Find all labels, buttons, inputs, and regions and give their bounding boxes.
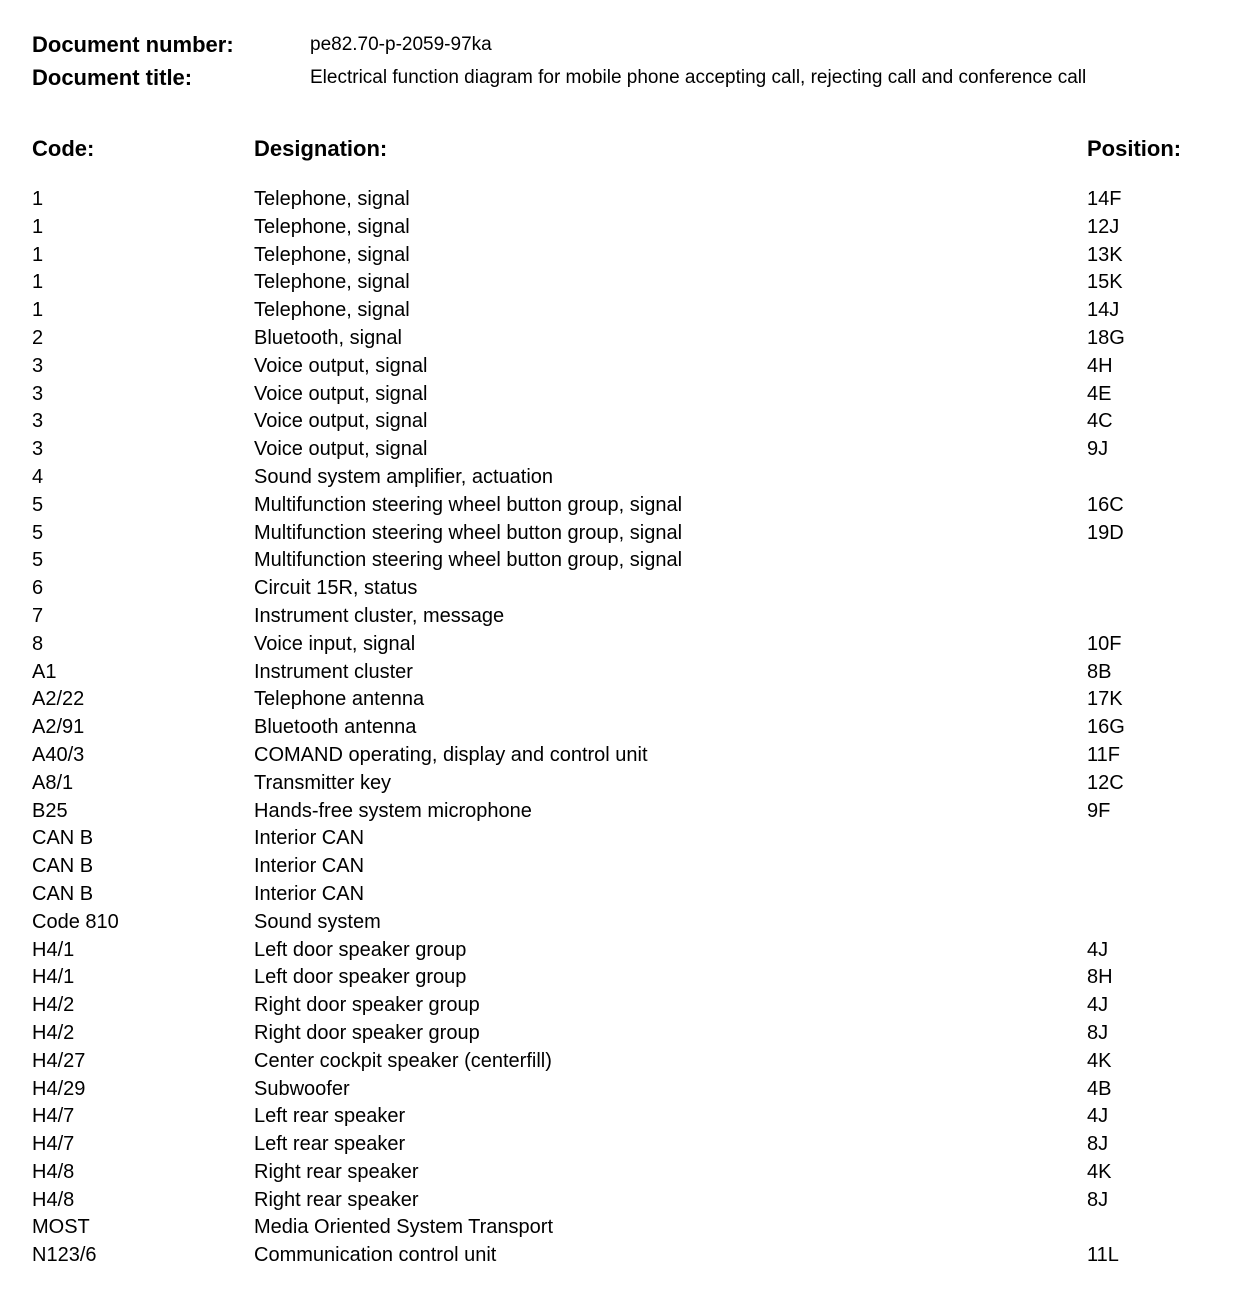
table-row xyxy=(0,575,1246,603)
row-code: 2 xyxy=(32,326,44,349)
table-row xyxy=(0,964,1246,992)
table-row xyxy=(0,242,1246,270)
row-code: 6 xyxy=(32,577,44,600)
table-row xyxy=(0,742,1246,770)
row-designation: COMAND operating, display and control unit xyxy=(254,743,648,766)
row-position: 13K xyxy=(1087,243,1123,266)
row-code: H4/8 xyxy=(32,1160,75,1183)
row-designation: Interior CAN xyxy=(254,882,365,905)
row-designation: Telephone, signal xyxy=(254,243,410,266)
row-designation: Bluetooth antenna xyxy=(254,716,417,739)
table-row xyxy=(0,408,1246,436)
table-row xyxy=(0,381,1246,409)
row-position: 15K xyxy=(1087,271,1123,294)
table-row xyxy=(0,325,1246,353)
row-designation: Right door speaker group xyxy=(254,1021,480,1044)
row-designation: Instrument cluster, message xyxy=(254,604,505,627)
row-code: H4/2 xyxy=(32,1021,75,1044)
table-row xyxy=(0,909,1246,937)
row-designation: Telephone, signal xyxy=(254,215,410,238)
row-position: 4K xyxy=(1087,1160,1112,1183)
row-code: 1 xyxy=(32,188,44,210)
row-designation: Voice output, signal xyxy=(254,410,428,433)
row-designation: Subwoofer xyxy=(254,1077,350,1100)
table-row xyxy=(0,798,1246,826)
row-code: H4/27 xyxy=(32,1049,86,1072)
row-code: H4/7 xyxy=(32,1133,75,1156)
row-position: 17K xyxy=(1087,688,1123,711)
table-row xyxy=(0,520,1246,548)
document-number-value: pe82.70-p-2059-97ka xyxy=(310,34,492,55)
table-row xyxy=(0,186,1246,214)
table-row xyxy=(0,353,1246,381)
row-code: 1 xyxy=(32,243,44,266)
row-position: 4K xyxy=(1087,1049,1112,1072)
row-designation: Instrument cluster xyxy=(254,660,413,683)
row-code: A8/1 xyxy=(32,771,74,794)
row-position: 12J xyxy=(1087,215,1120,238)
table-row xyxy=(0,992,1246,1020)
table-row xyxy=(0,1187,1246,1215)
row-position: 18G xyxy=(1087,326,1125,349)
row-position: 16C xyxy=(1087,493,1124,516)
row-designation: Left door speaker group xyxy=(254,938,467,961)
row-code: H4/1 xyxy=(32,966,75,989)
table-row xyxy=(0,1214,1246,1242)
row-code: 8 xyxy=(32,632,44,655)
row-position: 11L xyxy=(1087,1244,1119,1267)
table-row xyxy=(0,603,1246,631)
table-row xyxy=(0,464,1246,492)
row-designation: Right rear speaker xyxy=(254,1188,419,1211)
row-code: H4/7 xyxy=(32,1105,75,1128)
row-code: CAN B xyxy=(32,827,94,850)
table-row xyxy=(0,881,1246,909)
row-position: 4H xyxy=(1087,354,1113,377)
row-code: 1 xyxy=(32,299,44,322)
row-designation: Transmitter key xyxy=(254,771,392,794)
row-code: MOST xyxy=(32,1216,90,1239)
table-row xyxy=(0,825,1246,853)
column-header-position: Position: xyxy=(1087,136,1182,161)
row-position: 8J xyxy=(1087,1021,1109,1044)
row-designation: Telephone, signal xyxy=(254,271,410,294)
column-header-code: Code: xyxy=(32,136,95,161)
row-position: 8H xyxy=(1087,966,1113,989)
table-row xyxy=(0,269,1246,297)
row-designation: Voice output, signal xyxy=(254,354,428,377)
table-row xyxy=(0,853,1246,881)
row-position: 14J xyxy=(1087,299,1120,322)
row-designation: Voice input, signal xyxy=(254,632,416,655)
table-row xyxy=(0,214,1246,242)
row-code: A2/91 xyxy=(32,716,85,739)
table-row xyxy=(0,770,1246,798)
row-designation: Right rear speaker xyxy=(254,1160,419,1183)
table-row xyxy=(0,1131,1246,1159)
code-table-body xyxy=(0,186,1246,1270)
row-position: 4E xyxy=(1087,382,1112,405)
row-designation: Media Oriented System Transport xyxy=(254,1216,554,1239)
row-designation: Right door speaker group xyxy=(254,994,480,1017)
row-position: 8J xyxy=(1087,1188,1109,1211)
row-code: 5 xyxy=(32,521,44,544)
row-designation: Communication control unit xyxy=(254,1244,497,1267)
row-position: 8J xyxy=(1087,1133,1109,1156)
row-position: 4C xyxy=(1087,410,1113,433)
row-code: 3 xyxy=(32,438,44,461)
table-row xyxy=(0,1020,1246,1048)
row-code: H4/2 xyxy=(32,994,75,1017)
row-code: B25 xyxy=(32,799,68,822)
row-position: 4J xyxy=(1087,994,1109,1017)
row-designation: Voice output, signal xyxy=(254,438,428,461)
row-designation: Telephone antenna xyxy=(254,688,425,711)
table-row xyxy=(0,1048,1246,1076)
row-code: N123/6 xyxy=(32,1244,97,1267)
table-row xyxy=(0,1076,1246,1104)
row-code: A1 xyxy=(32,660,57,683)
row-designation: Multifunction steering wheel button group, signal xyxy=(254,521,683,544)
row-code: 3 xyxy=(32,382,44,405)
row-code: A40/3 xyxy=(32,743,85,766)
row-code: 1 xyxy=(32,215,44,238)
row-designation: Multifunction steering wheel button group, signal xyxy=(254,493,683,516)
row-code: CAN B xyxy=(32,882,94,905)
row-code: 5 xyxy=(32,493,44,516)
row-designation: Circuit 15R, status xyxy=(254,577,418,600)
table-row xyxy=(0,714,1246,742)
row-code: CAN B xyxy=(32,855,94,878)
document-number-label: Document number: xyxy=(32,32,234,57)
row-code: H4/29 xyxy=(32,1077,86,1100)
row-code: H4/8 xyxy=(32,1188,75,1211)
row-position: 4J xyxy=(1087,1105,1109,1128)
column-header-designation: Designation: xyxy=(254,136,388,161)
row-code: Code 810 xyxy=(32,910,119,933)
row-code: 4 xyxy=(32,465,44,488)
row-designation: Interior CAN xyxy=(254,855,365,878)
table-row xyxy=(0,436,1246,464)
row-position: 10F xyxy=(1087,632,1122,655)
row-designation: Telephone, signal xyxy=(254,299,410,322)
table-row xyxy=(0,492,1246,520)
row-designation: Voice output, signal xyxy=(254,382,428,405)
row-designation: Left door speaker group xyxy=(254,966,467,989)
table-row xyxy=(0,631,1246,659)
table-row xyxy=(0,297,1246,325)
document-title-value: Electrical function diagram for mobile phone accepting call, rejecting call and conference call xyxy=(310,67,1087,88)
row-code: A2/22 xyxy=(32,688,85,711)
row-designation: Sound system xyxy=(254,910,381,933)
row-code: 1 xyxy=(32,271,44,294)
table-row xyxy=(0,937,1246,965)
row-position: 19D xyxy=(1087,521,1124,544)
row-position: 12C xyxy=(1087,771,1124,794)
document-title-label: Document title: xyxy=(32,65,193,90)
row-code: 3 xyxy=(32,354,44,377)
table-row xyxy=(0,1159,1246,1187)
row-designation: Multifunction steering wheel button group, signal xyxy=(254,549,683,572)
row-position: 4J xyxy=(1087,938,1109,961)
row-designation: Telephone, signal xyxy=(254,188,410,210)
row-position: 9F xyxy=(1087,799,1111,822)
row-position: 8B xyxy=(1087,660,1112,683)
row-code: 3 xyxy=(32,410,44,433)
row-designation: Center cockpit speaker (centerfill) xyxy=(254,1049,552,1072)
table-row xyxy=(0,659,1246,687)
row-position: 11F xyxy=(1087,743,1120,766)
row-position: 16G xyxy=(1087,716,1125,739)
row-code: 7 xyxy=(32,604,44,627)
row-designation: Interior CAN xyxy=(254,827,365,850)
row-designation: Left rear speaker xyxy=(254,1105,406,1128)
row-position: 14F xyxy=(1087,188,1122,210)
table-row xyxy=(0,686,1246,714)
table-row xyxy=(0,547,1246,575)
table-row xyxy=(0,1242,1246,1270)
table-row xyxy=(0,1103,1246,1131)
row-designation: Hands-free system microphone xyxy=(254,799,532,822)
row-position: 9J xyxy=(1087,438,1109,461)
table-header xyxy=(0,134,1246,164)
row-code: 5 xyxy=(32,549,44,572)
row-designation: Sound system amplifier, actuation xyxy=(254,465,554,488)
row-designation: Bluetooth, signal xyxy=(254,326,402,349)
row-position: 4B xyxy=(1087,1077,1112,1100)
row-code: H4/1 xyxy=(32,938,75,961)
row-designation: Left rear speaker xyxy=(254,1133,406,1156)
